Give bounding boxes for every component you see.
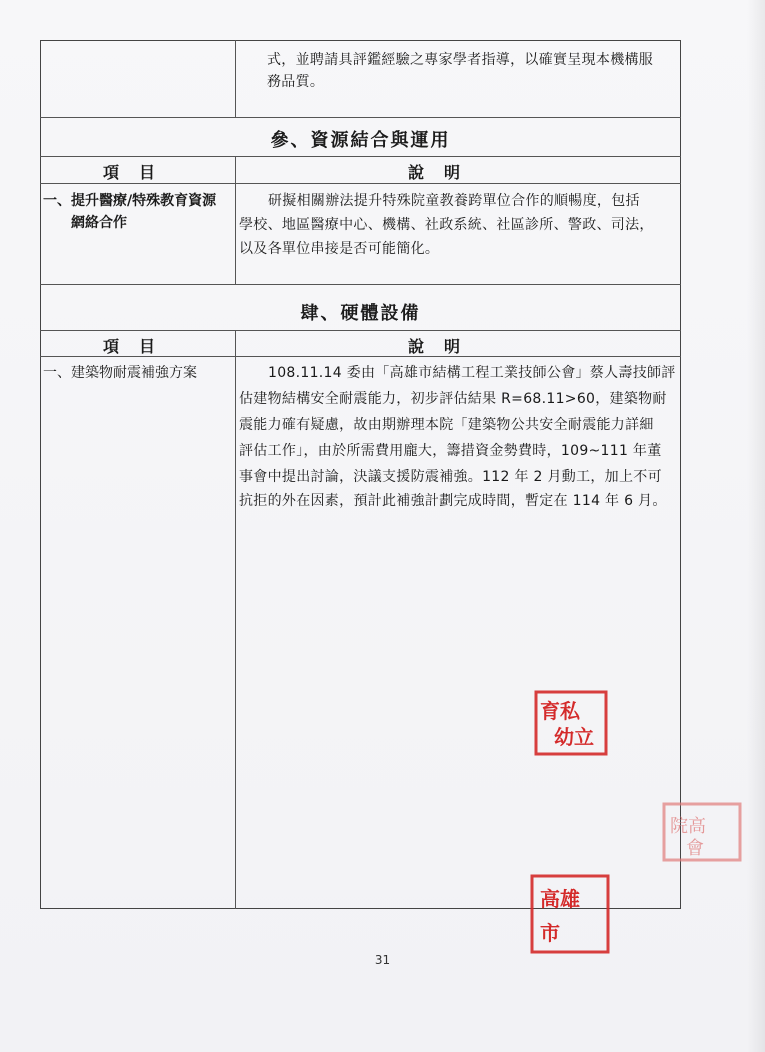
faded-red-seal-stamp [660, 800, 746, 866]
row-divider [40, 330, 681, 331]
description-line-6: 抗拒的外在因素，預計此補強計劃完成時間，暫定在 114 年 6 月。 [239, 493, 667, 509]
svg-text:高雄: 高雄 [540, 887, 580, 911]
column-header-description: 說 明 [408, 163, 463, 182]
column-divider [235, 156, 236, 284]
item-label-line-1: 一、提升醫療/特殊教育資源 [43, 193, 217, 209]
column-divider [235, 330, 236, 909]
section-title-hardware: 肆、硬體設備 [300, 303, 421, 324]
page-number: 31 [374, 953, 391, 967]
description-line-1: 研擬相關辦法提升特殊院童教養跨單位合作的順暢度，包括 [268, 193, 640, 209]
item-label-line-1: 一、建築物耐震補強方案 [43, 365, 197, 381]
svg-text:幼立: 幼立 [554, 725, 594, 749]
intro-continuation-line-2: 務品質。 [267, 74, 325, 90]
column-header-description: 說 明 [408, 337, 463, 356]
column-divider [235, 40, 236, 117]
section-title-resources: 參、資源結合與運用 [270, 130, 451, 151]
row-divider [40, 284, 681, 285]
item-label-line-2: 網絡合作 [71, 215, 127, 231]
row-divider [40, 117, 681, 118]
row-divider [40, 156, 681, 157]
svg-text:育私: 育私 [540, 699, 580, 723]
description-line-2: 學校、地區醫療中心、機構、社政系統、社區診所、警政、司法， [239, 217, 654, 233]
description-line-2: 估建物結構安全耐震能力，初步評估結果 R=68.11>60，建築物耐 [239, 391, 667, 407]
description-line-4: 評估工作」，由於所需費用龐大，籌措資金勢費時，109~111 年董 [239, 443, 662, 459]
description-line-5: 事會中提出討論，決議支援防震補強。112 年 2 月動工，加上不可 [239, 469, 662, 485]
scan-edge-shadow [747, 0, 765, 1052]
row-divider [40, 183, 681, 184]
svg-text:市: 市 [540, 921, 560, 945]
red-seal-stamp [528, 872, 614, 958]
intro-continuation-line-1: 式，並聘請具評鑑經驗之專家學者指導，以確實呈現本機構服 [267, 52, 654, 68]
svg-text:會: 會 [686, 838, 704, 859]
red-seal-stamp [532, 688, 614, 760]
description-line-1: 108.11.14 委由「高雄市結構工程工業技師公會」蔡人壽技師評 [268, 365, 676, 381]
column-header-item: 項 目 [103, 163, 158, 182]
description-line-3: 震能力確有疑慮，故由期辦理本院「建築物公共安全耐震能力詳細 [239, 417, 654, 433]
column-header-item: 項 目 [103, 337, 158, 356]
svg-text:院高: 院高 [670, 816, 706, 837]
description-line-3: 以及各單位串接是否可能簡化。 [239, 241, 440, 257]
